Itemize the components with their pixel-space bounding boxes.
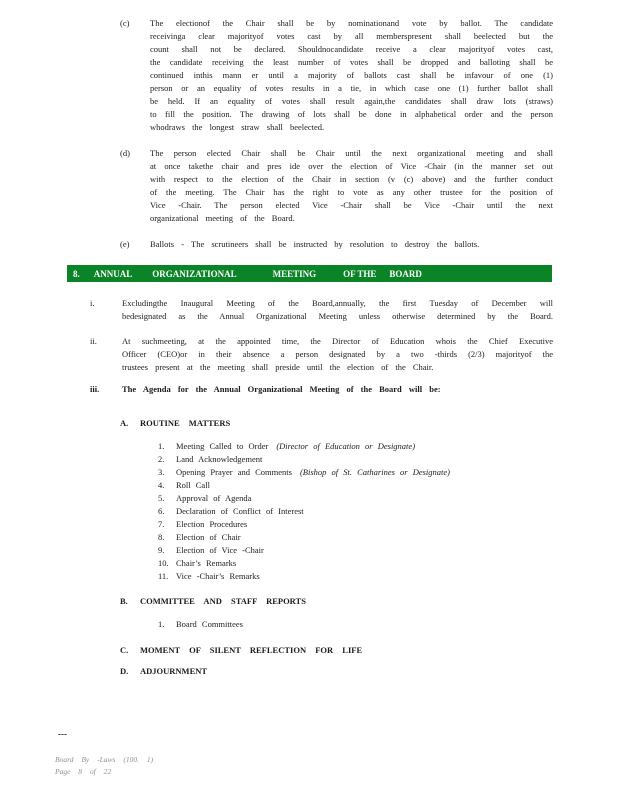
clause-line: continued inthis mann er until a majority of ballots cast shall be infavour of one (1) [150, 70, 553, 80]
agenda-item-number: 2. [158, 454, 165, 464]
agenda-item [158, 466, 450, 479]
agenda-item-number: 7. [158, 519, 165, 529]
clause-line: of the meeting. The Chair has the right to vote as any other trustee for the position of [150, 187, 553, 197]
clause-line: person or an equality of votes results in a tie, in which case one (1) further ballot shall [150, 83, 553, 93]
clause-line: to fill the position. The drawing of lots shall be done in alphabetical order and the person [150, 109, 553, 119]
clause-c [120, 17, 553, 134]
agenda-item-number: 10. [158, 558, 169, 568]
clause-line: bedesignated as the Annual Organizational Meeting unless otherwise determined by the Board. [122, 311, 553, 321]
section-title-word: ORGANIZATIONAL [152, 268, 237, 279]
agenda-item-number: 3. [158, 467, 165, 477]
clause-line: The electionof the Chair shall be by nominationand vote by ballot. The candidate [150, 18, 553, 28]
roman-ii-body [122, 335, 553, 374]
agenda-item [158, 440, 450, 453]
clause-line: receivinga clear majorityof votes cast by all memberspresent shall beelected but the [150, 31, 553, 41]
agenda-item-text: Roll Call [176, 480, 210, 490]
clause-line: organizational meeting of the Board. [150, 213, 295, 223]
agenda-item-number: 5. [158, 493, 165, 503]
agenda-item-number: 8. [158, 532, 165, 542]
roman-i-label: i. [90, 298, 95, 308]
agenda-list-b [158, 618, 243, 631]
agenda-item-note: (Director of Education or Designate) [276, 441, 416, 451]
clause-c-body [150, 17, 553, 134]
agenda-item-text: Approval of Agenda [176, 493, 252, 503]
roman-iii-label: iii. [90, 384, 100, 394]
agenda-item-number: 1. [158, 619, 165, 629]
agenda-list-a [158, 440, 450, 583]
footer-doc-ref: Board By -Laws (100. 1) [55, 755, 154, 764]
section-title-word: MEETING [272, 268, 317, 279]
agenda-section-a-heading [120, 417, 230, 430]
agenda-item [158, 479, 450, 492]
clause-line: whodraws the longest straw shall beelected. [150, 122, 325, 132]
agenda-item [158, 570, 450, 583]
agenda-item-text: Election of Chair [176, 532, 241, 542]
clause-e-body [150, 238, 553, 251]
section-title-word: OF THE [343, 268, 377, 279]
agenda-section-d-title: ADJOURNMENT [140, 666, 208, 676]
clause-line: Ballots - The scrutineers shall be instructed by resolution to destroy the ballots. [150, 239, 480, 249]
clause-line: with respect to the election of the Chair in section (v (c) above) and the further conduct [150, 174, 553, 184]
agenda-item-text: Meeting Called to Order [176, 441, 269, 451]
agenda-item [158, 453, 450, 466]
clause-e [120, 238, 553, 251]
section-number: 8. [73, 268, 80, 279]
clause-e-label: (e) [120, 239, 130, 249]
agenda-item-number: 1. [158, 441, 165, 451]
clause-line: Vice -Chair. The person elected Vice -Chair shall be Vice -Chair until the next [150, 200, 553, 210]
agenda-item [158, 618, 243, 631]
agenda-item [158, 518, 450, 531]
clause-line: Excludingthe Inaugural Meeting of the Board,annually, the first Tuesday of December will [122, 298, 553, 308]
agenda-section-c-heading [120, 644, 362, 657]
agenda-section-b-label: B. [120, 596, 128, 606]
clause-line: The Agenda for the Annual Organizational Meeting of the Board will be: [122, 384, 441, 394]
clause-line: trustees present at the meeting shall preside until the election of the Chair. [122, 362, 434, 372]
clause-line: be held. If an equality of votes shall result again,the candidates shall draw lots (straws) [150, 96, 553, 106]
roman-ii-label: ii. [90, 336, 97, 346]
agenda-item [158, 557, 450, 570]
agenda-item-number: 11. [158, 571, 169, 581]
clause-line: at once takethe chair and pres ide over the election of Vice -Chair (in the manner set out [150, 161, 553, 171]
section-banner [67, 265, 552, 282]
agenda-item-text: Land Acknowledgement [176, 454, 263, 464]
clause-d-body [150, 147, 553, 225]
clause-c-label: (c) [120, 18, 130, 28]
agenda-section-a-title: ROUTINE MATTERS [140, 418, 231, 428]
agenda-item-text: Election of Vice -Chair [176, 545, 264, 555]
footer-page-ref: Page 8 of 22 [55, 766, 112, 776]
section-title-word: BOARD [389, 268, 422, 279]
agenda-item-text: Election Procedures [176, 519, 248, 529]
section-title-word: ANNUAL [93, 268, 133, 279]
agenda-item [158, 531, 450, 544]
agenda-section-c-label: C. [120, 645, 129, 655]
clause-d [120, 147, 553, 225]
agenda-section-c-title: MOMENT OF SILENT REFLECTION FOR LIFE [140, 645, 363, 655]
agenda-item-text: Chair’s Remarks [176, 558, 237, 568]
agenda-item-text: Declaration of Conflict of Interest [176, 506, 304, 516]
clause-line: Officer (CEO)or in their absence a person designated by a two -thirds (2/3) majorityof the [122, 349, 553, 359]
page-footer [55, 754, 153, 777]
clause-line: At suchmeeting, at the appointed time, the Director of Education whois the Chief Executive [122, 336, 553, 346]
agenda-item [158, 505, 450, 518]
clause-line: the candidate receiving the least number of votes shall be dropped and balloting shall be [150, 57, 553, 67]
roman-i-body [122, 297, 553, 323]
separator-dashes: --- [58, 729, 67, 739]
clause-d-label: (d) [120, 148, 130, 158]
agenda-section-b-title: COMMITTEE AND STAFF REPORTS [140, 596, 306, 606]
roman-clause-i [90, 297, 553, 323]
clause-line: count shall not be declared. Shouldnocandidate receive a clear majorityof votes cast, [150, 44, 553, 54]
agenda-section-b-heading [120, 595, 306, 608]
agenda-section-a-label: A. [120, 418, 129, 428]
roman-clause-ii [90, 335, 553, 374]
agenda-item [158, 492, 450, 505]
agenda-item-number: 9. [158, 545, 165, 555]
agenda-item-text: Board Committees [176, 619, 243, 629]
roman-clause-iii [90, 383, 553, 396]
clause-line: The person elected Chair shall be Chair until the next organizational meeting and shall [150, 148, 553, 158]
agenda-item-note: (Bishop of St. Catharines or Designate) [299, 467, 451, 477]
agenda-section-d-heading [120, 665, 207, 678]
agenda-item-number: 6. [158, 506, 165, 516]
agenda-item-text: Opening Prayer and Comments [176, 467, 292, 477]
roman-iii-body [122, 383, 553, 396]
agenda-item [158, 544, 450, 557]
agenda-item-text: Vice -Chair’s Remarks [176, 571, 260, 581]
agenda-item-number: 4. [158, 480, 165, 490]
agenda-section-d-label: D. [120, 666, 129, 676]
